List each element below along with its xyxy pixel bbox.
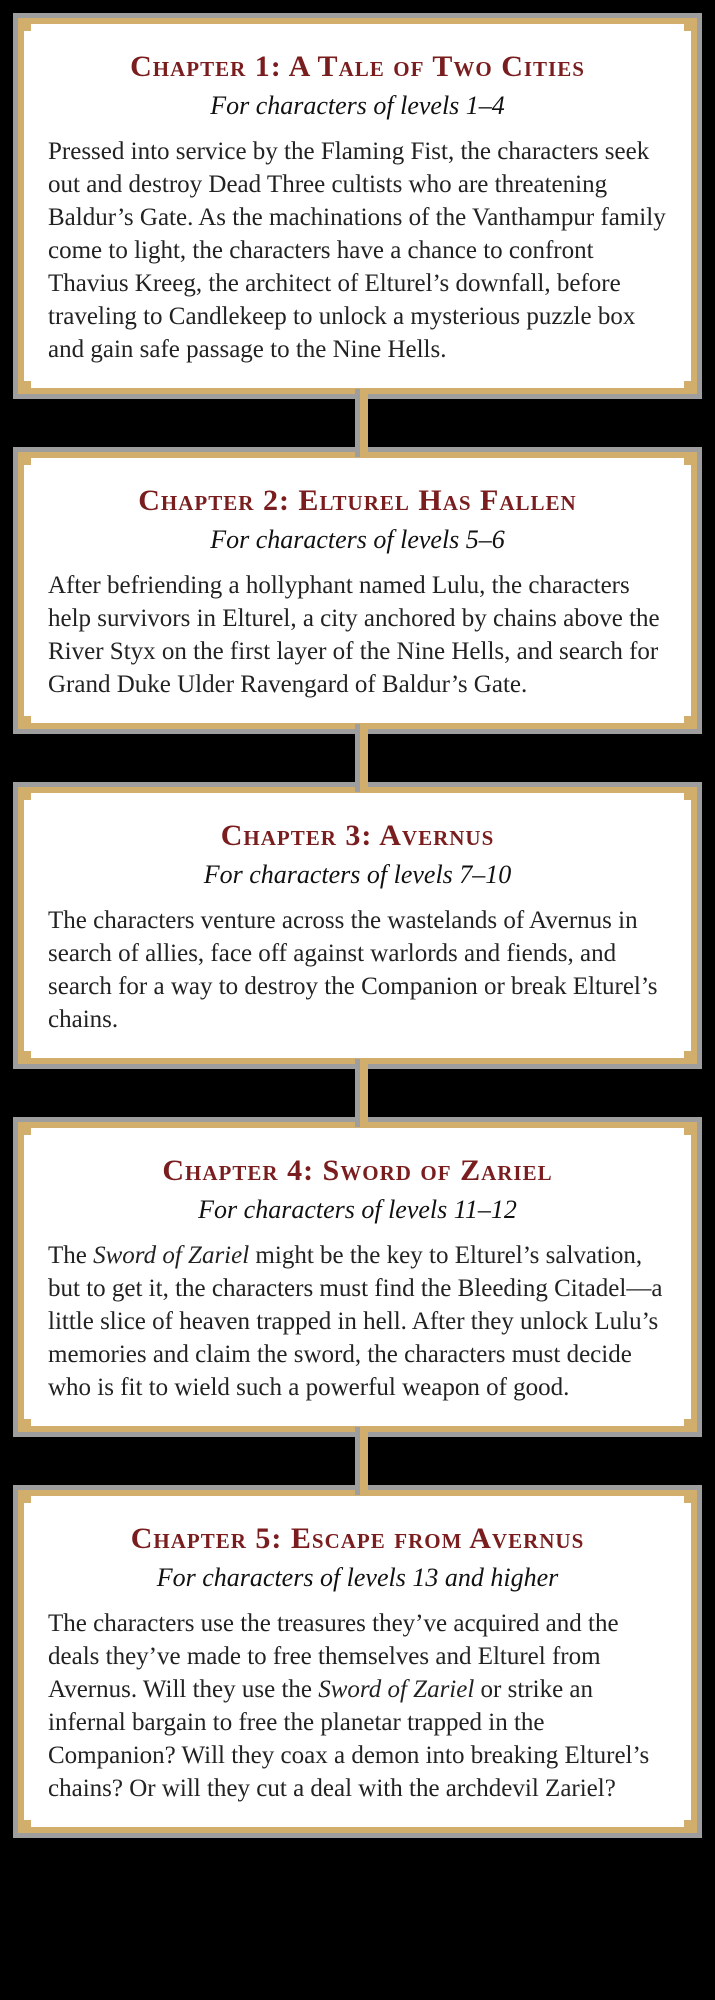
- corner-notch-top-right: [684, 1128, 691, 1135]
- corner-notch-top-left: [24, 793, 31, 800]
- corner-notch-bottom-left: [24, 1051, 31, 1058]
- corner-notch-top-left: [24, 24, 31, 31]
- flow-connector-3-4: [355, 1059, 368, 1127]
- corner-notch-top-left: [24, 1496, 31, 1503]
- corner-notch-bottom-right: [684, 1419, 691, 1426]
- corner-notch-bottom-right: [684, 1051, 691, 1058]
- corner-notch-top-right: [684, 793, 691, 800]
- flow-connector-1-2: [355, 389, 368, 457]
- chapter-title: Chapter 3: Avernus: [220, 819, 495, 852]
- chapter-summary: The characters use the treasures they’ve acquired and the deals they’ve made to free themselves and Elturel from Avernus. Will they use the Sword of Zariel or strike an infernal bargain to free the planetar trapped in the Companion? Will they coax a demon into breaking Elturel’s chains? Or will they cut a deal with the archdevil Zariel?: [48, 1610, 650, 1802]
- corner-notch-bottom-right: [684, 381, 691, 388]
- corner-notch-bottom-right: [684, 1820, 691, 1827]
- corner-notch-bottom-right: [684, 716, 691, 723]
- chapter-level-range: For characters of levels 7–10: [203, 860, 512, 889]
- chapter-summary: After befriending a hollyphant named Lulu, the characters help survivors in Elturel, a city anchored by chains above the River Styx on the first layer of the Nine Hells, and search for Grand Duke Ulder Ravengard of Baldur’s Gate.: [48, 572, 660, 698]
- chapter-level-range: For characters of levels 5–6: [210, 525, 505, 554]
- chapter-3-box: [18, 787, 697, 1064]
- chapter-level-range: For characters of levels 13 and higher: [156, 1563, 559, 1592]
- chapter-5-box: [18, 1490, 697, 1833]
- chapter-4-box: [18, 1122, 697, 1432]
- corner-notch-bottom-left: [24, 381, 31, 388]
- flow-connector-2-3: [355, 724, 368, 792]
- flow-connector-4-5: [355, 1427, 368, 1495]
- chapter-level-range: For characters of levels 1–4: [210, 91, 505, 120]
- corner-notch-bottom-left: [24, 1419, 31, 1426]
- corner-notch-bottom-left: [24, 1820, 31, 1827]
- chapter-1-box: [18, 18, 697, 394]
- corner-notch-top-left: [24, 458, 31, 465]
- chapter-title: Chapter 4: Sword of Zariel: [162, 1154, 553, 1187]
- chapter-summary: Pressed into service by the Flaming Fist, the characters seek out and destroy Dead Three cultists who are threatening Baldur’s Gate. As the machinations of the Vanthampur family come to light, the characters have a chance to confront Thavius Kreeg, the architect of Elturel’s downfall, before traveling to Candlekeep to unlock a mysterious puzzle box and gain safe passage to the Nine Hells.: [48, 138, 666, 363]
- chapter-title: Chapter 5: Escape from Avernus: [130, 1522, 585, 1555]
- chapter-summary: The Sword of Zariel might be the key to Elturel’s salvation, but to get it, the characters must find the Bleeding Citadel—a little slice of heaven trapped in hell. After they unlock Lulu’s memories and claim the sword, the characters must decide who is fit to wield such a powerful weapon of good.: [48, 1242, 663, 1401]
- corner-notch-top-right: [684, 24, 691, 31]
- chapter-level-range: For characters of levels 11–12: [198, 1195, 517, 1224]
- corner-notch-top-left: [24, 1128, 31, 1135]
- corner-notch-bottom-left: [24, 716, 31, 723]
- corner-notch-top-right: [684, 1496, 691, 1503]
- corner-notch-top-right: [684, 458, 691, 465]
- chapter-2-box: [18, 452, 697, 729]
- chapter-title: Chapter 1: A Tale of Two Cities: [130, 50, 585, 83]
- chapter-title: Chapter 2: Elturel Has Fallen: [138, 484, 577, 517]
- chapter-summary: The characters venture across the wastelands of Avernus in search of allies, face off against warlords and fiends, and search for a way to destroy the Companion or break Elturel’s chains.: [48, 907, 658, 1033]
